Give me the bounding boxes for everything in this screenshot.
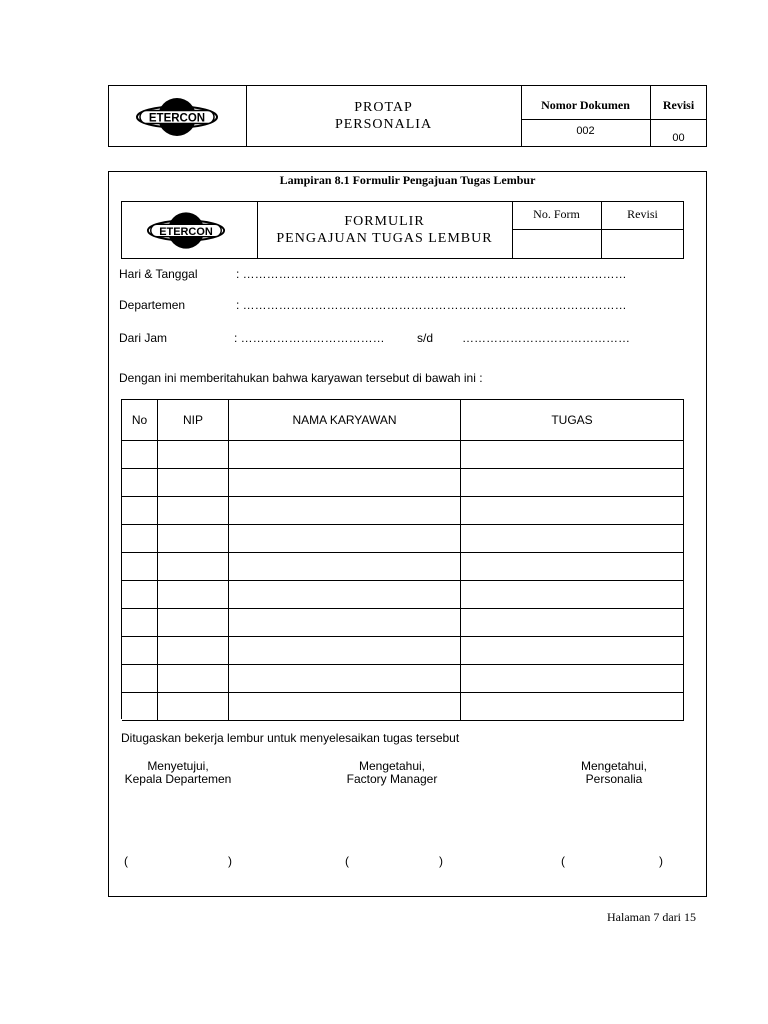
table-cell-no[interactable] [122, 525, 158, 553]
table-cell-nip[interactable] [158, 441, 229, 469]
from-hour-label: Dari Jam [119, 331, 168, 345]
etercon-logo [135, 95, 219, 139]
signature-close-paren: ) [659, 854, 663, 868]
table-cell-nip[interactable] [158, 581, 229, 609]
table-cell-tugas[interactable] [461, 581, 684, 609]
table-header-nama-karyawan: NAMA KARYAWAN [229, 400, 461, 441]
assignment-text: Ditugaskan bekerja lembur untuk menyelesaikan tugas tersebut [121, 731, 460, 745]
table-cell-nama-karyawan[interactable] [229, 497, 461, 525]
etercon-logo [146, 209, 226, 252]
table-cell-nip[interactable] [158, 637, 229, 665]
form-title-line2: PENGAJUAN TUGAS LEMBUR [276, 231, 493, 246]
table-cell-nip[interactable] [158, 469, 229, 497]
signature-block [572, 760, 656, 786]
table-header-no: No [122, 400, 158, 441]
table-cell-tugas[interactable] [461, 693, 684, 721]
signature-open-paren: ( [561, 854, 565, 868]
header-title-line2: PERSONALIA [334, 117, 433, 132]
table-cell-tugas[interactable] [461, 525, 684, 553]
table-cell-nama-karyawan[interactable] [229, 525, 461, 553]
department-field[interactable]: : …………………………………………………………………………………… [236, 298, 627, 312]
table-cell-nip[interactable] [158, 665, 229, 693]
table-cell-nip[interactable] [158, 497, 229, 525]
table-cell-nip[interactable] [158, 693, 229, 721]
table-cell-tugas[interactable] [461, 553, 684, 581]
table-cell-nama-karyawan[interactable] [229, 441, 461, 469]
table-cell-no[interactable] [122, 693, 158, 721]
table-cell-nip[interactable] [158, 525, 229, 553]
table-header-nip: NIP [158, 400, 229, 441]
until-label: s/d [417, 331, 434, 345]
form-no-label: No. Form [533, 207, 580, 221]
table-cell-nama-karyawan[interactable] [229, 609, 461, 637]
doc-number-label: Nomor Dokumen [541, 98, 630, 112]
table-cell-no[interactable] [122, 637, 158, 665]
signature-close-paren: ) [228, 854, 232, 868]
page-number: Halaman 7 dari 15 [607, 910, 696, 924]
table-cell-nama-karyawan[interactable] [229, 637, 461, 665]
revision-label: Revisi [662, 98, 695, 112]
signature-title: Kepala Departemen [124, 772, 232, 786]
header-divider [521, 85, 522, 147]
signature-name-field[interactable] [353, 852, 437, 868]
table-cell-tugas[interactable] [461, 665, 684, 693]
signature-title: Personalia [585, 772, 643, 786]
table-cell-nip[interactable] [158, 609, 229, 637]
table-cell-no[interactable] [122, 497, 158, 525]
signature-role: Menyetujui, [147, 759, 209, 773]
intro-text: Dengan ini memberitahukan bahwa karyawan tersebut di bawah ini : [119, 371, 483, 385]
table-cell-tugas[interactable] [461, 609, 684, 637]
logo-text: ETERCON [159, 225, 213, 238]
header-title-line1: PROTAP [354, 100, 413, 115]
logo-text: ETERCON [148, 112, 206, 125]
table-cell-nama-karyawan[interactable] [229, 469, 461, 497]
signature-role: Mengetahui, [580, 759, 648, 773]
doc-number-value: 002 [576, 125, 595, 137]
signature-open-paren: ( [345, 854, 349, 868]
revision-value: 00 [672, 132, 685, 144]
table-cell-nip[interactable] [158, 553, 229, 581]
signature-name-field[interactable] [132, 852, 226, 868]
table-cell-nama-karyawan[interactable] [229, 693, 461, 721]
table-cell-no[interactable] [122, 665, 158, 693]
table-cell-tugas[interactable] [461, 441, 684, 469]
until-hour-field[interactable]: …………………………………… [462, 331, 630, 345]
table-cell-tugas[interactable] [461, 497, 684, 525]
table-cell-tugas[interactable] [461, 637, 684, 665]
table-cell-nama-karyawan[interactable] [229, 553, 461, 581]
signature-block [121, 760, 235, 786]
attachment-title: Lampiran 8.1 Formulir Pengajuan Tugas Lembur [279, 173, 536, 187]
table-cell-no[interactable] [122, 553, 158, 581]
form-title-line1: FORMULIR [344, 214, 425, 229]
day-date-field[interactable]: : …………………………………………………………………………………… [236, 267, 627, 281]
header-divider [521, 119, 707, 120]
signature-close-paren: ) [439, 854, 443, 868]
signature-title: Factory Manager [346, 772, 438, 786]
signature-open-paren: ( [124, 854, 128, 868]
signature-block [340, 760, 444, 786]
day-date-label: Hari & Tanggal [119, 267, 198, 281]
signature-role: Mengetahui, [358, 759, 426, 773]
form-revision-field[interactable] [602, 230, 683, 258]
form-no-field[interactable] [513, 230, 600, 258]
table-header-tugas: TUGAS [461, 400, 684, 441]
table-cell-no[interactable] [122, 441, 158, 469]
from-hour-field[interactable]: : ……………………………… [234, 331, 385, 345]
table-cell-nama-karyawan[interactable] [229, 581, 461, 609]
table-cell-tugas[interactable] [461, 469, 684, 497]
form-revision-label: Revisi [627, 207, 658, 221]
table-cell-no[interactable] [122, 609, 158, 637]
employee-table [121, 399, 684, 719]
table-cell-no[interactable] [122, 581, 158, 609]
signature-name-field[interactable] [569, 852, 657, 868]
department-label: Departemen [119, 298, 186, 312]
table-cell-nama-karyawan[interactable] [229, 665, 461, 693]
table-cell-no[interactable] [122, 469, 158, 497]
